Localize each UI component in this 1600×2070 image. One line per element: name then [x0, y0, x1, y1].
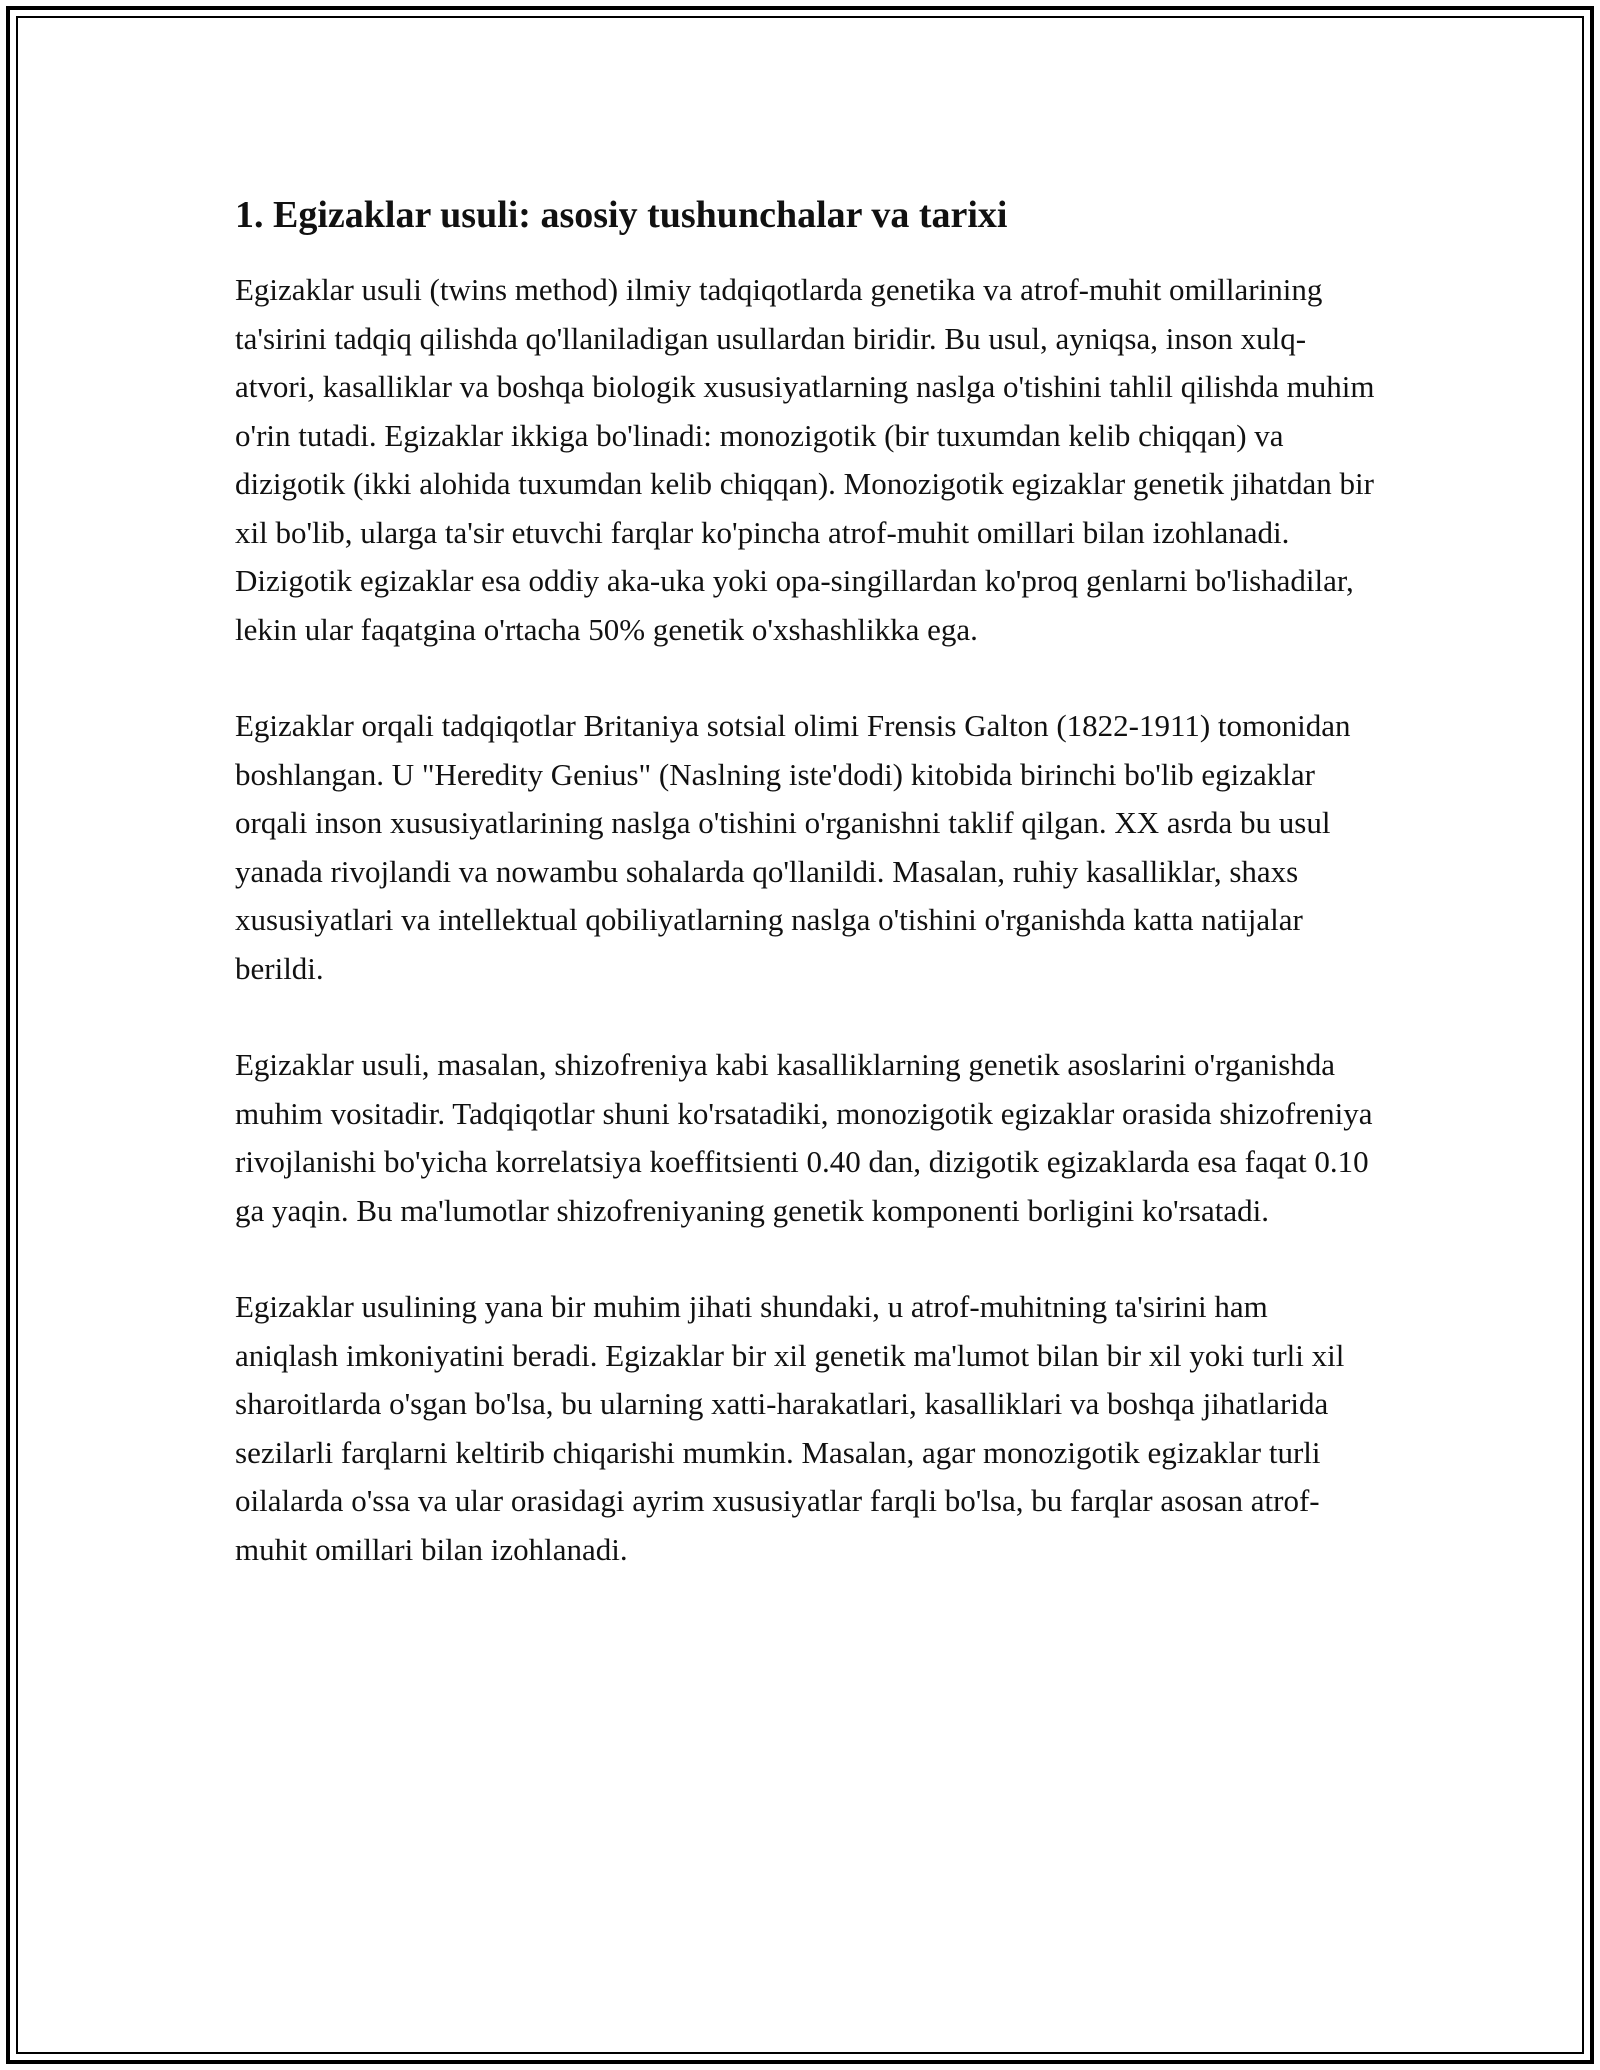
section-heading: 1. Egizaklar usuli: asosiy tushunchalar va tarixi	[235, 194, 1008, 236]
document-body	[235, 190, 1375, 1622]
paragraph-4: Egizaklar usulining yana bir muhim jihati shundaki, u atrof-muhitning ta'sirini ham aniqlash imkoniyatini beradi. Egizaklar bir xil genetik ma'lumot bilan bir xil yoki turli xil sharoitlarda o'sgan bo'lsa, bu ularning xatti-harakatlari, kasalliklari va boshqa jihatlarida sezilarli farqlarni keltirib chiqarishi mumkin. Masalan, agar monozigotik egizaklar turli oilalarda o'ssa va ular orasidagi ayrim xususiyatlar farqli bo'lsa, bu farqlar asosan atrof-muhit omillari bilan izohlanadi.	[235, 1289, 1345, 1567]
paragraph-1: Egizaklar usuli (twins method) ilmiy tadqiqotlarda genetika va atrof-muhit omillarining ta'sirini tadqiq qilishda qo'llaniladigan usullardan biridir. Bu usul, ayniqsa, inson xulq-atvori, kasalliklar va boshqa biologik xususiyatlarning naslga o'tishini tahlil qilishda muhim o'rin tutadi. Egizaklar ikkiga bo'linadi: monozigotik (bir tuxumdan kelib chiqqan) va dizigotik (ikki alohida tuxumdan kelib chiqqan). Monozigotik egizaklar genetik jihatdan bir xil bo'lib, ularga ta'sir etuvchi farqlar ko'pincha atrof-muhit omillari bilan izohlanadi. Dizigotik egizaklar esa oddiy aka-uka yoki opa-singillardan ko'proq genlarni bo'lishadilar, lekin ular faqatgina o'rtacha 50% genetik o'xshashlikka ega.	[235, 272, 1375, 647]
paragraph-3: Egizaklar usuli, masalan, shizofreniya kabi kasalliklarning genetik asoslarini o'rganishda muhim vositadir. Tadqiqotlar shuni ko'rsatadiki, monozigotik egizaklar orasida shizofreniya rivojlanishi bo'yicha korrelatsiya koeffitsienti 0.40 dan, dizigotik egizaklarda esa faqat 0.10 ga yaqin. Bu ma'lumotlar shizofreniyaning genetik komponenti borligini ko'rsatadi.	[235, 1047, 1373, 1228]
paragraph-2: Egizaklar orqali tadqiqotlar Britaniya sotsial olimi Frensis Galton (1822-1911) tomonidan boshlangan. U "Heredity Genius" (Naslning iste'dodi) kitobida birinchi bo'lib egizaklar orqali inson xususiyatlarining naslga o'tishini o'rganishni taklif qilgan. XX asrda bu usul yanada rivojlandi va nowambu sohalarda qo'llanildi. Masalan, ruhiy kasalliklar, shaxs xususiyatlari va intellektual qobiliyatlarning naslga o'tishini o'rganishda katta natijalar berildi.	[235, 708, 1351, 986]
